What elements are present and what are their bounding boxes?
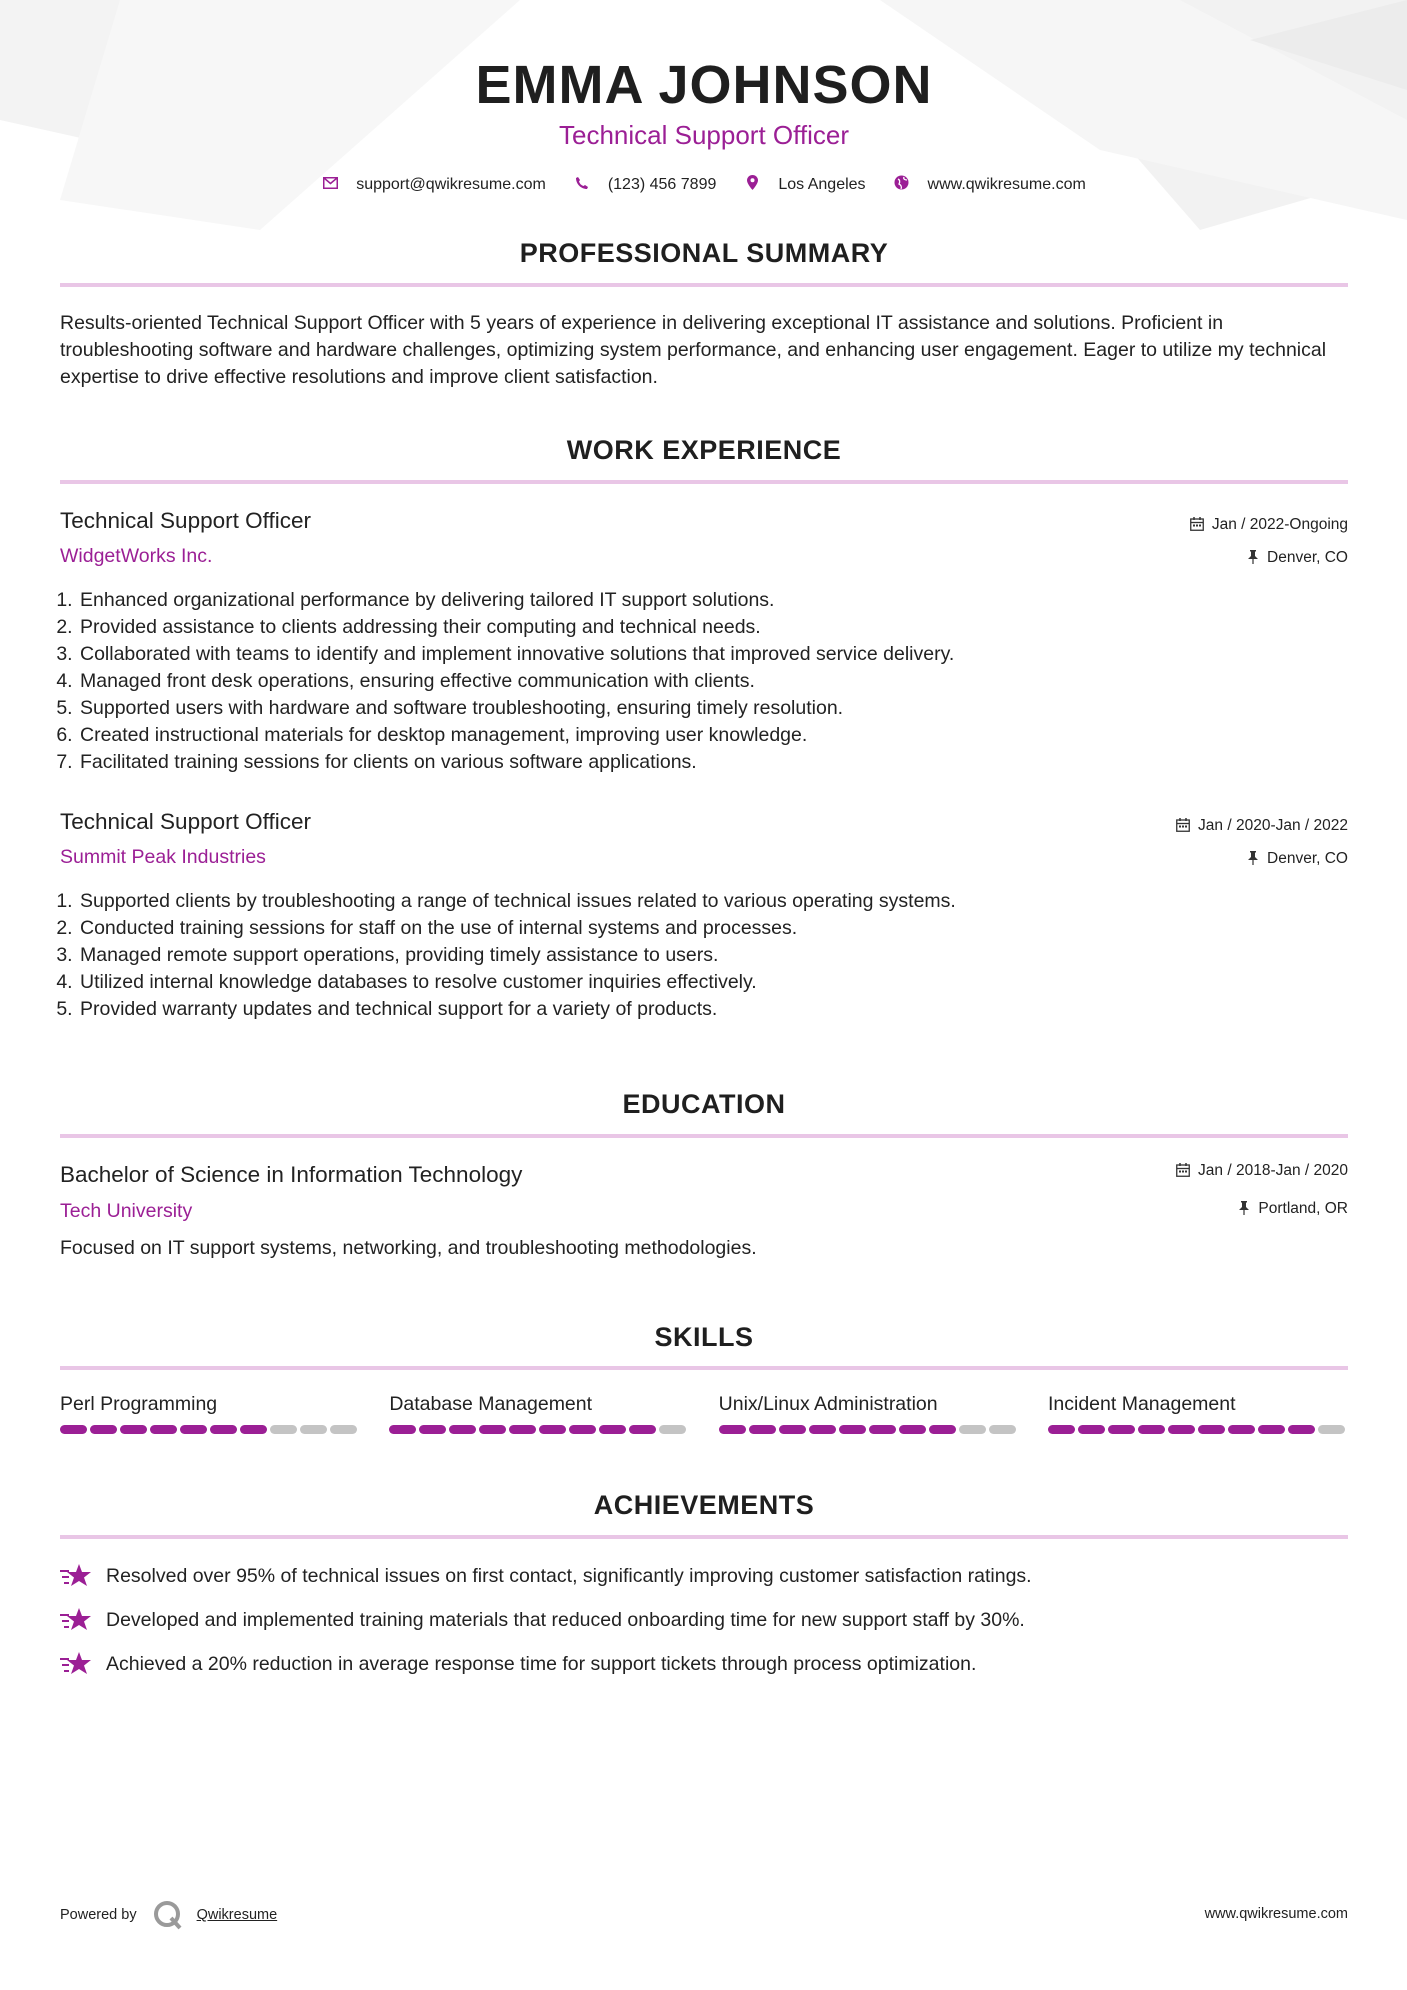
skill-dot-filled: [419, 1425, 446, 1434]
section-divider: [60, 1366, 1348, 1370]
contact-phone[interactable]: [574, 176, 717, 194]
skill-dot-empty: [330, 1425, 357, 1434]
job-dates: [1190, 516, 1348, 534]
skill-dot-empty: [300, 1425, 327, 1434]
skill-dot-filled: [1288, 1425, 1315, 1434]
contact-website[interactable]: [894, 175, 1086, 194]
skill-rating: [1048, 1425, 1348, 1434]
list-item: 4. Managed front desk operations, ensuring effective communication with clients.: [78, 668, 1338, 695]
qwikresume-logo-icon: [153, 1900, 183, 1930]
skill-dot-filled: [719, 1425, 746, 1434]
education-description: Focused on IT support systems, networking, and troubleshooting methodologies.: [60, 1237, 757, 1259]
job-location: [1247, 850, 1348, 868]
star-icon: [60, 1606, 92, 1634]
pushpin-icon: [1238, 1201, 1250, 1218]
job-location: [1247, 549, 1348, 567]
skill-dot-filled: [240, 1425, 267, 1434]
achievement-text: Developed and implemented training materials that reduced onboarding time for new support staff by 30%.: [106, 1608, 1025, 1631]
calendar-icon: [1176, 818, 1190, 835]
envelope-icon: [322, 176, 338, 193]
skill-dot-filled: [1198, 1425, 1225, 1434]
pushpin-icon: [1247, 851, 1259, 868]
skill-name: Incident Management: [1047, 1393, 1236, 1415]
section-divider: [60, 480, 1348, 484]
phone-icon: [574, 176, 590, 194]
list-item: 2. Provided assistance to clients addressing their computing and technical needs.: [78, 614, 1338, 641]
education-degree: Bachelor of Science in Information Technology: [60, 1162, 523, 1187]
calendar-icon: [1176, 1163, 1190, 1180]
education-school: Tech University: [60, 1200, 193, 1222]
footer-url[interactable]: www.qwikresume.com: [1204, 1906, 1348, 1922]
job-location-text: Denver, CO: [1267, 850, 1348, 867]
skill-dot-filled: [629, 1425, 656, 1434]
contact-website-text: www.qwikresume.com: [927, 175, 1086, 193]
education-location: [1238, 1200, 1348, 1218]
skill-dot-filled: [90, 1425, 117, 1434]
skill-dot-filled: [839, 1425, 866, 1434]
job-dates-text: Jan / 2022-Ongoing: [1211, 516, 1348, 533]
skill-dot-filled: [749, 1425, 776, 1434]
skill-dot-filled: [150, 1425, 177, 1434]
skill-dot-filled: [389, 1425, 416, 1434]
job-title: Technical Support Officer: [60, 508, 311, 533]
achievement-item: [60, 1650, 976, 1678]
skill-dot-filled: [929, 1425, 956, 1434]
list-item: 5. Provided warranty updates and technical support for a variety of products.: [78, 996, 1338, 1023]
section-divider: [60, 283, 1348, 287]
skill-dot-filled: [899, 1425, 926, 1434]
job-company: WidgetWorks Inc.: [60, 545, 213, 567]
skill-item: [719, 1393, 1019, 1434]
skill-dot-filled: [1078, 1425, 1105, 1434]
skill-dot-filled: [479, 1425, 506, 1434]
skill-dot-filled: [1048, 1425, 1075, 1434]
skill-dot-filled: [599, 1425, 626, 1434]
skill-dot-filled: [449, 1425, 476, 1434]
list-item: 1. Supported clients by troubleshooting a range of technical issues related to various operating systems.: [78, 888, 1338, 915]
section-heading-experience: WORK EXPERIENCE: [566, 435, 842, 465]
star-icon: [60, 1562, 92, 1590]
contact-bar: [60, 175, 1348, 194]
skill-dot-filled: [809, 1425, 836, 1434]
skill-dot-empty: [270, 1425, 297, 1434]
skill-name: Perl Programming: [60, 1393, 218, 1415]
section-heading-summary: PROFESSIONAL SUMMARY: [519, 238, 889, 268]
skill-dot-filled: [1168, 1425, 1195, 1434]
skill-item: [60, 1393, 360, 1434]
section-heading-skills: SKILLS: [654, 1322, 754, 1352]
summary-text: Results-oriented Technical Support Officer with 5 years of experience in delivering exceptional IT assistance and solutions. Proficient in troubleshooting software and hardware challenges, optimizing system performance, and enhancing user engagement. Eager to utilize my technical expertise to drive effective resolutions and improve client satisfaction.: [60, 312, 1327, 388]
achievement-item: [60, 1562, 1032, 1590]
achievement-item: [60, 1606, 1025, 1634]
map-pin-icon: [744, 175, 760, 194]
skill-rating: [60, 1425, 360, 1434]
job-responsibilities: [60, 888, 1338, 1023]
education-location-text: Portland, OR: [1258, 1200, 1348, 1217]
skill-dot-filled: [1228, 1425, 1255, 1434]
list-item: 5. Supported users with hardware and software troubleshooting, ensuring timely resolution.: [78, 695, 1338, 722]
section-divider: [60, 1535, 1348, 1539]
skill-dot-filled: [1138, 1425, 1165, 1434]
job-location-text: Denver, CO: [1267, 549, 1348, 566]
skill-rating: [389, 1425, 689, 1434]
globe-icon: [894, 175, 910, 194]
education-dates-text: Jan / 2018-Jan / 2020: [1198, 1162, 1348, 1179]
calendar-icon: [1190, 517, 1204, 534]
candidate-name: EMMA JOHNSON: [475, 55, 933, 115]
skill-dot-filled: [509, 1425, 536, 1434]
list-item: 3. Collaborated with teams to identify and implement innovative solutions that improved service delivery.: [78, 641, 1338, 668]
list-item: 3. Managed remote support operations, providing timely assistance to users.: [78, 942, 1338, 969]
skill-dot-filled: [60, 1425, 87, 1434]
footer-powered-by: [60, 1900, 277, 1930]
list-item: 6. Created instructional materials for desktop management, improving user knowledge.: [78, 722, 1338, 749]
contact-location-text: Los Angeles: [778, 175, 866, 193]
skill-item: [1048, 1393, 1348, 1434]
skills-list: [60, 1393, 1348, 1434]
job-responsibilities: [60, 587, 1338, 776]
skill-dot-filled: [569, 1425, 596, 1434]
job-company: Summit Peak Industries: [60, 846, 266, 868]
education-dates: [1176, 1162, 1348, 1180]
skill-dot-filled: [1108, 1425, 1135, 1434]
skill-dot-empty: [989, 1425, 1016, 1434]
skill-dot-filled: [120, 1425, 147, 1434]
skill-dot-filled: [210, 1425, 237, 1434]
achievement-text: Achieved a 20% reduction in average response time for support tickets through process optimization.: [106, 1652, 977, 1675]
achievement-text: Resolved over 95% of technical issues on first contact, significantly improving customer satisfaction ratings.: [106, 1564, 1032, 1587]
skill-dot-filled: [1258, 1425, 1285, 1434]
skill-dot-filled: [779, 1425, 806, 1434]
contact-email[interactable]: [322, 176, 546, 194]
section-divider: [60, 1134, 1348, 1138]
contact-email-text: support@qwikresume.com: [356, 175, 546, 193]
skill-dot-filled: [180, 1425, 207, 1434]
skill-rating: [719, 1425, 1019, 1434]
list-item: 1. Enhanced organizational performance by delivering tailored IT support solutions.: [78, 587, 1338, 614]
powered-by-text: Powered by: [60, 1907, 137, 1923]
job-dates: [1176, 817, 1348, 835]
job-dates-text: Jan / 2020-Jan / 2022: [1198, 817, 1348, 834]
skill-dot-filled: [539, 1425, 566, 1434]
list-item: 7. Facilitated training sessions for clients on various software applications.: [78, 749, 1338, 776]
job-title: Technical Support Officer: [60, 809, 311, 834]
skill-dot-empty: [1318, 1425, 1345, 1434]
skill-item: [389, 1393, 689, 1434]
list-item: 2. Conducted training sessions for staff on the use of internal systems and processes.: [78, 915, 1338, 942]
candidate-title: Technical Support Officer: [559, 120, 849, 150]
list-item: 4. Utilized internal knowledge databases to resolve customer inquiries effectively.: [78, 969, 1338, 996]
section-heading-achievements: ACHIEVEMENTS: [593, 1490, 815, 1520]
star-icon: [60, 1650, 92, 1678]
skill-name: Database Management: [389, 1393, 593, 1415]
skill-dot-empty: [659, 1425, 686, 1434]
skill-dot-filled: [869, 1425, 896, 1434]
skill-dot-empty: [959, 1425, 986, 1434]
pushpin-icon: [1247, 550, 1259, 567]
contact-phone-text: (123) 456 7899: [607, 175, 717, 193]
qwikresume-link[interactable]: Qwikresume: [196, 1907, 278, 1923]
section-heading-education: EDUCATION: [622, 1089, 786, 1119]
skill-name: Unix/Linux Administration: [718, 1393, 938, 1415]
contact-location: [744, 175, 865, 194]
